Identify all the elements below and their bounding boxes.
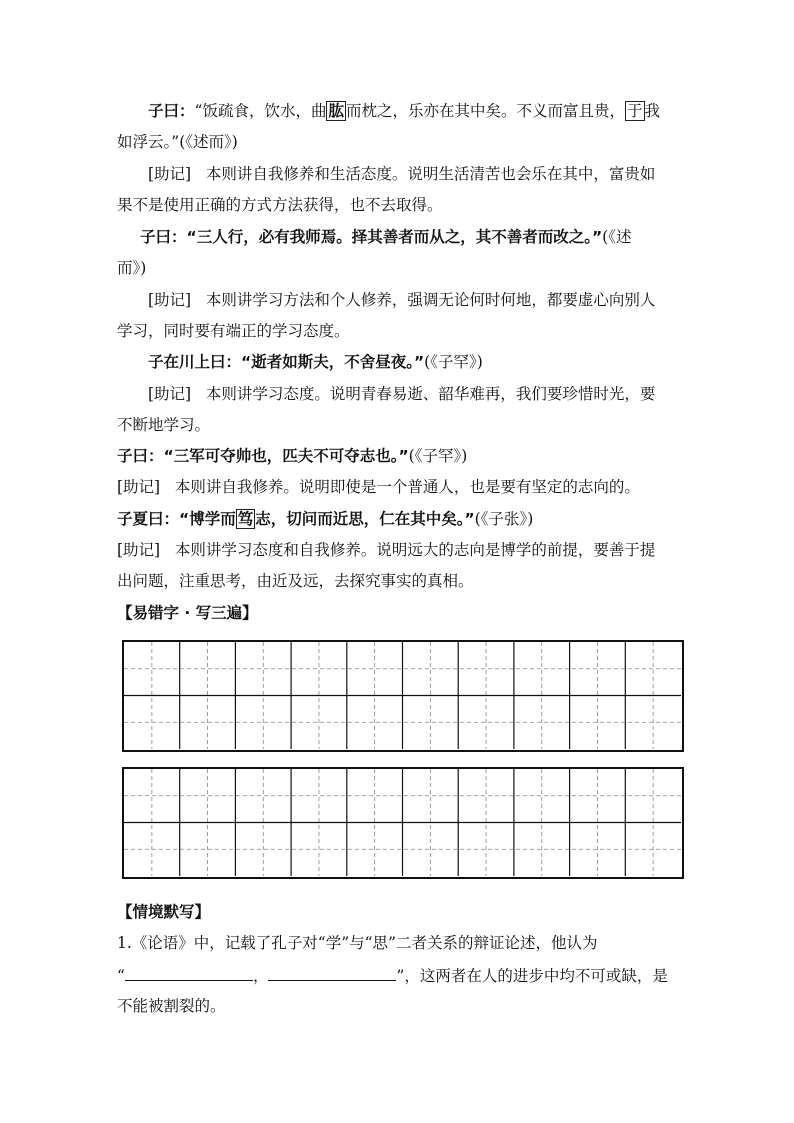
note-tag: [助记] (117, 478, 161, 496)
grid-lines (124, 769, 681, 876)
source: (《述而》) (179, 133, 238, 151)
quote: 我 (644, 102, 661, 120)
passage-2-line-1 (140, 226, 631, 248)
comma: ， (252, 967, 269, 985)
passage-5-line-1 (117, 508, 533, 530)
speaker: 子夏曰： (117, 510, 180, 528)
note-tag: [助记] (117, 541, 161, 559)
note-text: 本则讲学习方法和个人修养，强调无论何时何地，都要虚心向别人 (205, 291, 656, 309)
error-prone-char: 笃 (237, 510, 254, 528)
passage-2-line-2 (117, 257, 146, 279)
note-text: 本则讲学习态度和自我修养。说明远大的志向是博学的前提，要善于提 (174, 541, 656, 559)
passage-3-note-line-1 (148, 383, 655, 405)
quote: “博学而 (179, 510, 236, 528)
quote: “逝者如斯夫，不舍昼夜。” (241, 353, 425, 371)
source: (《述 (602, 228, 632, 246)
note-text: 本则讲自我修养和生活态度。说明生活清苦也会乐在其中，富贵如 (205, 165, 656, 183)
answer-blank-1[interactable] (125, 964, 253, 981)
note-text: 果不是使用正确的方式方法获得，也不去取得。 (117, 196, 443, 214)
passage-3-note-line-2 (117, 414, 210, 436)
note-text: 本则讲学习态度。说明青春易逝、韶华难再，我们要珍惜时光，要 (205, 385, 656, 403)
section-heading-typo: 【易错字 · 写三遍】 (117, 604, 258, 622)
note-tag: [助记] (148, 291, 192, 309)
question-text: 1.《论语》中，记载了孔子对“学”与“思”二者关系的辩证论述，他认为 (117, 934, 598, 952)
error-prone-char: 于 (626, 102, 643, 120)
question-1-line-3 (117, 995, 226, 1017)
question-text: 不能被割裂的。 (117, 997, 226, 1015)
grid-lines (124, 642, 681, 749)
speaker: 子在川上曰： (148, 353, 242, 371)
writing-grid-2[interactable] (122, 767, 684, 879)
note-text: 出问题，注重思考，由近及远，去探究事实的真相。 (117, 572, 474, 590)
passage-1-note-line-2 (117, 194, 443, 216)
note-text: 学习，同时要有端正的学习态度。 (117, 322, 350, 340)
passage-4-note-line-1 (117, 476, 640, 498)
speaker: 子曰： (148, 102, 195, 120)
quote: “三军可夺帅也，匹夫不可夺志也。” (163, 447, 409, 465)
writing-grid-1[interactable] (122, 640, 684, 752)
passage-5-note-line-1 (117, 539, 655, 561)
passage-3-line-1 (148, 351, 483, 373)
error-prone-char: 肱 (328, 102, 344, 120)
quote: 志，切问而近思，仁在其中矣。” (255, 510, 475, 528)
speaker: 子曰： (140, 228, 187, 246)
passage-2-note-line-1 (148, 289, 655, 311)
passage-1-line-1 (148, 100, 660, 122)
source: (《子罕》) (408, 447, 468, 465)
question-text: ”，这两者在人的进步中均不可或缺，是 (396, 967, 668, 985)
passage-4-line-1 (117, 445, 467, 467)
source: (《子张》) (474, 510, 534, 528)
note-tag: [助记] (148, 165, 192, 183)
question-1-line-1 (117, 932, 598, 954)
note-text: 不断地学习。 (117, 416, 211, 434)
source: 而》) (117, 259, 147, 277)
speaker: 子曰： (117, 447, 164, 465)
quote: “饭疏食，饮水，曲 (194, 102, 327, 120)
passage-2-note-line-2 (117, 320, 350, 342)
quote: 而枕之，乐亦在其中矣。不义而富且贵， (345, 102, 625, 120)
passage-5-note-line-2 (117, 570, 474, 592)
open-quote: “ (117, 967, 125, 985)
question-1-line-2 (117, 964, 668, 987)
quote: “三人行，必有我师焉。择其善者而从之，其不善者而改之。” (186, 228, 603, 246)
section-heading-dictation: 【情境默写】 (117, 903, 211, 921)
answer-blank-2[interactable] (268, 964, 396, 981)
passage-1-line-2 (117, 131, 238, 153)
source: (《子罕》) (424, 353, 483, 371)
passage-1-note-line-1 (148, 163, 655, 185)
note-tag: [助记] (148, 385, 192, 403)
note-text: 本则讲自我修养。说明即使是一个普通人，也是要有坚定的志向的。 (174, 478, 640, 496)
quote: 如浮云。” (117, 133, 180, 151)
